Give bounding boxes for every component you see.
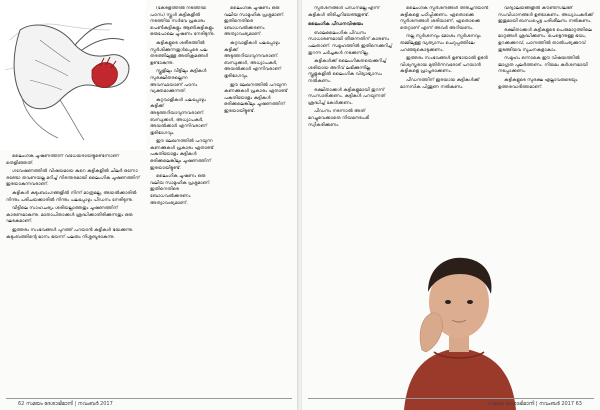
- paragraph: പീഡനത്തിന് ഇരയായ കുട്ടികൾക്ക് മാനസിക പിന്തുണ നൽകണം.: [400, 77, 480, 90]
- paragraph: സമൂഹം ഒന്നാകെ ഈ വിഷയത്തിൽ ജാഗ്രത പുലർത്തണം. നിയമം കർശനമായി നടപ്പാക്കണം.: [498, 56, 588, 75]
- paragraph: പീഡനം നടന്നാൽ അത് മറച്ചുവെക്കാതെ നിയമനടപടി സ്വീകരിക്കണം.: [308, 109, 370, 128]
- paragraph: സ്പർശനങ്ങൾ പീഡനമല്ല എന്ന് കുട്ടികൾ തിരിച്ചറിയേണ്ടതുണ്ട്.: [308, 6, 380, 18]
- left-column-3: [224, 6, 292, 402]
- paragraph: നല്ല സ്പർശനവും മോശം സ്പർശനവും തമ്മിലുള്ള വ്യത്യാസം ചെറുപ്പത്തിലേ പറഞ്ഞുകൊടുക്കണം.: [400, 34, 481, 53]
- paragraph: ഈ ലേഖനത്തിൽ പറയുന്ന കണക്കുകൾ പ്രകാരം ഏതാണ്ട് പകുതിയോളം കുട്ടികൾ ഒരിക്കലെങ്കിലും ചൂഷണത്തിന് ഇരയായിട്ടുണ്ട്.: [150, 139, 214, 171]
- paragraph: കുട്ടികളുടെ സുരക്ഷ എല്ലാവരുടെയും ഉത്തരവാദിത്തമാണ്.: [498, 77, 578, 90]
- footer-rule: [6, 398, 292, 399]
- left-page: [0, 0, 298, 410]
- footer-rule: [308, 398, 594, 399]
- paragraph: കുറ്റവാളികൾ പലപ്പോഴും കുട്ടിക്ക് അടുത്തറിയാവുന്നവരാണ്. ബന്ധുക്കൾ, അധ്യാപകർ, അയൽക്കാർ എന്നിവരാണ് ഭൂരിഭാഗവും.: [224, 40, 282, 79]
- paragraph: ഇത്തരം സംഭവങ്ങൾ പുറത്ത് പറയാൻ കുട്ടികൾ ഭയക്കുന്നു. കുടുംബത്തിന്റെ മാനം ഭയന്ന് പലരും നിശ്ശബ്ദരാകുന്നു.: [6, 227, 134, 240]
- right-column-3: [498, 6, 594, 236]
- page-folio: 62 സമയം ദേശാഭിമാനി | നവംബർ 2017: [18, 401, 113, 407]
- paragraph: കുട്ടികൾ കുടുംബാംഗങ്ങളിൽ നിന്ന് മാത്രമല്ല, അയൽക്കാരിൽ നിന്നും പരിചയക്കാരിൽ നിന്നും പലപ്പോഴും പീഡനം നേരിടുന്നു.: [6, 190, 137, 203]
- right-column-2: [400, 6, 492, 236]
- right-page: [302, 0, 600, 410]
- paragraph: വീട്ടിലെ സാഹചര്യം ശരിയല്ലാത്തതും ചൂഷണത്തിന് കാരണമാകുന്നു. മാതാപിതാക്കൾ ശ്രദ്ധിക്കാതിരിക്കുന്നതും ഒരു ഘടകമാണ്.: [6, 206, 133, 225]
- paragraph: രക്ഷിതാക്കൾ കുട്ടികളുടെ പെരുമാറ്റത്തിലെ മാറ്റങ്ങൾ ശ്രദ്ധിക്കണം. പെട്ടെന്നുള്ള ഭയം, ഉറക്കക്കുറവ്, പഠനത്തിൽ താൽപര്യക്കുറവ് തുടങ്ങിയവ സൂചനകളാകാം.: [498, 27, 592, 53]
- paragraph: രക്ഷിതാക്കൾ കുട്ടികളുമായി തുറന്ന് സംസാരിക്കണം. കുട്ടികൾ പറയുന്നത് ശ്രദ്ധിച്ച് കേൾക്കണം.: [308, 87, 386, 106]
- page-folio: സമയം ദേശാഭിമാനി | നവംബർ 2017 63: [487, 401, 582, 407]
- paragraph: കുട്ടികൾക്ക് ലൈംഗികതയെക്കുറിച്ച് ശരിയായ അറിവ് ലഭിക്കുന്നില്ല. സ്കൂളുകളിൽ ലൈംഗിക വിദ്യാഭ്യാസം നൽകണം.: [308, 59, 387, 84]
- paragraph: ലൈംഗിക സ്പർശനങ്ങൾ തിരിച്ചറിയാൻ കുട്ടികളെ പഠിപ്പിക്കണം. ഏതൊക്കെ സ്പർശനങ്ങൾ ശരിയാണ്, ഏതൊക്കെ തെറ്റാണ് എന്ന് അവർ അറിയണം.: [400, 6, 489, 31]
- paragraph: കുറ്റവാളികൾ പലപ്പോഴും കുട്ടിക്ക് അടുത്തറിയാവുന്നവരാണ്. ബന്ധുക്കൾ, അധ്യാപകർ, അയൽക്കാർ എന്നിവരാണ് ഭൂരിഭാഗവും.: [150, 97, 208, 136]
- paragraph: വിദ്യാലയങ്ങളിൽ കൗൺസിലിങ് സംവിധാനങ്ങൾ ഉണ്ടാകണം. അധ്യാപകർക്ക് ഇതുമായി ബന്ധപ്പെട്ട പരിശീലനം നൽകണം.: [498, 6, 594, 25]
- paragraph: ഗവേഷണത്തിൽ വിഷയമായ കുറെ കുട്ടികളിൽ ചിലർ ഒന്നോ രണ്ടോ തവണയല്ല മറിച്ച് നിരന്തരമായി ലൈംഗിക ചൂഷണത്തിന് ഇരയാകുന്നവരാണ്.: [6, 169, 140, 188]
- paragraph: ബാലലൈംഗിക പീഡനം സാധാരണമായി തീരുന്നതിന് കാരണം പലതാണ്. സമൂഹത്തിൽ ഇതിനെക്കുറിച്ച് തുറന്ന ചർച്ചകൾ നടക്കുന്നില്ല.: [308, 30, 393, 56]
- subheading: ലൈംഗിക പീഡനവിഷയം: [308, 22, 364, 28]
- paragraph: ലൈംഗിക ചൂഷണത്തിന് വിധേയരായിട്ടുണ്ടെന്നാണ് തെളിഞ്ഞത്.: [6, 154, 120, 166]
- paragraph: ലൈംഗിക ചൂഷണം ഒരു വലിയ സാമൂഹിക പ്രശ്നമാണ്. ഇതിനെതിരെ ബോധവൽക്കരണം അത്യാവശ്യമാണ്.: [224, 6, 285, 38]
- left-column-1: [6, 154, 146, 402]
- paragraph: ലൈംഗിക ചൂഷണം ഒരു വലിയ സാമൂഹിക പ്രശ്നമാണ്. ഇതിനെതിരെ ബോധവൽക്കരണം അത്യാവശ്യമാണ്.: [150, 174, 211, 206]
- paragraph: ഇത്തരം സംഭവങ്ങൾ ഉണ്ടായാൽ ഉടൻ വിശ്വസ്തരായ മുതിർന്നവരോട് പറയാൻ കുട്ടികളെ പ്രാപ്തരാക്കണം.: [400, 56, 488, 75]
- left-column-2: [150, 6, 218, 402]
- paragraph: (കേരളത്തിൽ നടത്തിയ പഠനം) സ്കൂൾ കുട്ടികളിൽ നടത്തിയ സർവേ പ്രകാരം പെൺകുട്ടികളും ആൺകുട്ടികളും ഒരുപോലെ ചൂഷണം നേരിടുന്നു.: [150, 6, 215, 38]
- paragraph: കുട്ടികളുടെ ശരീരത്തിൽ സ്പർശിക്കുന്നതുൾപ്പെടെ പല തരത്തിലുള്ള അതിക്രമങ്ങൾ ഉണ്ടാകുന്നു.: [150, 40, 209, 66]
- paragraph: സ്കൂളിലും വീട്ടിലും കുട്ടികൾ സുരക്ഷിതരല്ലെന്ന അവസ്ഥയാണ് പഠനം വ്യക്തമാക്കുന്നത്.: [150, 69, 207, 95]
- right-column-1: [308, 6, 394, 402]
- paragraph: ഈ ലേഖനത്തിൽ പറയുന്ന കണക്കുകൾ പ്രകാരം ഏതാണ്ട് പകുതിയോളം കുട്ടികൾ ഒരിക്കലെങ്കിലും ചൂഷണത്തിന് ഇരയായിട്ടുണ്ട്.: [224, 82, 288, 114]
- hands-illustration: [0, 0, 146, 150]
- child-photo: [394, 240, 524, 410]
